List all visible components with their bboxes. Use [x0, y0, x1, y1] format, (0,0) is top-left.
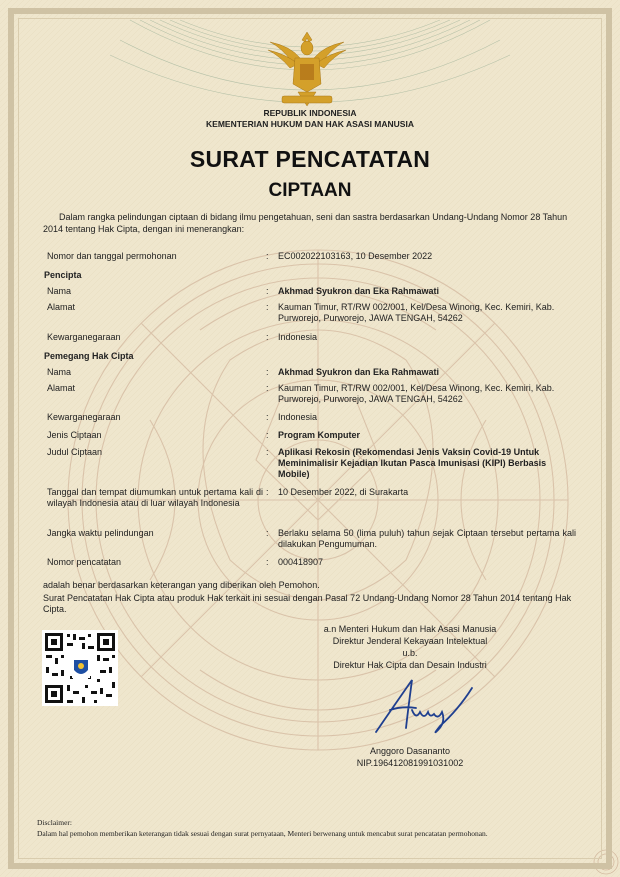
- disclaimer-text: Dalam hal pemohon memberikan keterangan tidak sesuai dengan surat pernyataan, Menteri berwenang untuk mencabut surat pencatatan permohonan.: [37, 829, 488, 838]
- header-country: REPUBLIK INDONESIA: [263, 108, 357, 118]
- document-title: SURAT PENCATATAN: [189, 146, 431, 172]
- intro-paragraph: Dalam rangka pelindungan ciptaan di bidang ilmu pengetahuan, seni dan sastra berdasarkan Undang-Undang Nomor 28 Tahun 2014 tentang Hak Cipta, dengan ini menerangkan:: [43, 212, 568, 234]
- record-number: 000418907: [278, 557, 324, 567]
- colon: :: [266, 251, 269, 261]
- holder-citizenship-label: Kewarganegaraan: [47, 412, 121, 422]
- creator-address: Kauman Timur, RT/RW 002/001, Kel/Desa Winong, Kec. Kemiri, Kab. Purworejo, Purworejo, JAWA TENGAH, 54262: [278, 302, 555, 323]
- colon: :: [266, 367, 269, 377]
- work-title-label: Judul Ciptaan: [47, 447, 103, 457]
- document-subtitle: CIPTAAN: [268, 180, 352, 201]
- creator-heading: Pencipta: [44, 270, 82, 280]
- creator-name-label: Nama: [47, 286, 72, 296]
- colon: :: [266, 302, 269, 312]
- colon: :: [266, 487, 269, 497]
- colon: :: [266, 286, 269, 296]
- signature-ub: u.b.: [402, 648, 418, 658]
- creator-name: Akhmad Syukron dan Eka Rahmawati: [278, 286, 440, 296]
- garuda-emblem-icon: [262, 28, 352, 110]
- qr-code-icon[interactable]: [42, 630, 118, 706]
- term-value: Berlaku selama 50 (lima puluh) tahun sejak Ciptaan tersebut pertama kali dilakukan Pengumuman.: [278, 528, 576, 549]
- signature-director-general: Direktur Jenderal Kekayaan Intelektual: [332, 636, 488, 646]
- holder-name-label: Nama: [47, 367, 72, 377]
- creator-citizenship-label: Kewarganegaraan: [47, 332, 121, 342]
- signature-director: Direktur Hak Cipta dan Desain Industri: [333, 660, 487, 670]
- announce-label: Tanggal dan tempat diumumkan untuk pertama kali di wilayah Indonesia atau di luar wilayah Indonesia: [47, 487, 263, 508]
- work-title: Aplikasi Rekosin (Rekomendasi Jenis Vaksin Covid-19 Untuk Meminimalisir Kejadian Ikutan Pasca Imunisasi (KIPI) Berbasis Mobile): [278, 447, 547, 479]
- holder-citizenship: Indonesia: [278, 412, 318, 422]
- closing-line-2: Surat Pencatatan Hak Cipta atau produk Hak terkait ini sesuai dengan Pasal 72 Undang-Undang Nomor 28 Tahun 2014 tentang Hak Cipta.: [43, 593, 572, 614]
- handwritten-signature-icon: [368, 670, 478, 740]
- colon: :: [266, 557, 269, 567]
- signatory-name: Anggoro Dasananto: [369, 746, 451, 756]
- colon: :: [266, 430, 269, 440]
- holder-address: Kauman Timur, RT/RW 002/001, Kel/Desa Winong, Kec. Kemiri, Kab. Purworejo, Purworejo, JAWA TENGAH, 54262: [278, 383, 555, 404]
- record-number-label: Nomor pencatatan: [47, 557, 122, 567]
- signatory-nip: NIP.196412081991031002: [356, 758, 464, 768]
- holder-address-label: Alamat: [47, 383, 76, 393]
- closing-line-1: adalah benar berdasarkan keterangan yang diberikan oleh Pemohon.: [43, 580, 320, 590]
- work-type: Program Komputer: [278, 430, 361, 440]
- signature-on-behalf: a.n Menteri Hukum dan Hak Asasi Manusia: [323, 624, 497, 634]
- disclaimer-heading: Disclaimer:: [37, 818, 72, 827]
- header-ministry: KEMENTERIAN HUKUM DAN HAK ASASI MANUSIA: [206, 119, 414, 129]
- application-value: EC002022103163, 10 Desember 2022: [278, 251, 433, 261]
- colon: :: [266, 383, 269, 393]
- colon: :: [266, 332, 269, 342]
- holder-heading: Pemegang Hak Cipta: [44, 351, 134, 361]
- colon: :: [266, 447, 269, 457]
- term-label: Jangka waktu pelindungan: [47, 528, 154, 538]
- holder-name: Akhmad Syukron dan Eka Rahmawati: [278, 367, 440, 377]
- colon: :: [266, 412, 269, 422]
- work-type-label: Jenis Ciptaan: [47, 430, 102, 440]
- colon: :: [266, 528, 269, 538]
- application-label: Nomor dan tanggal permohonan: [47, 251, 177, 261]
- announce-value: 10 Desember 2022, di Surakarta: [278, 487, 409, 497]
- creator-citizenship: Indonesia: [278, 332, 318, 342]
- creator-address-label: Alamat: [47, 302, 76, 312]
